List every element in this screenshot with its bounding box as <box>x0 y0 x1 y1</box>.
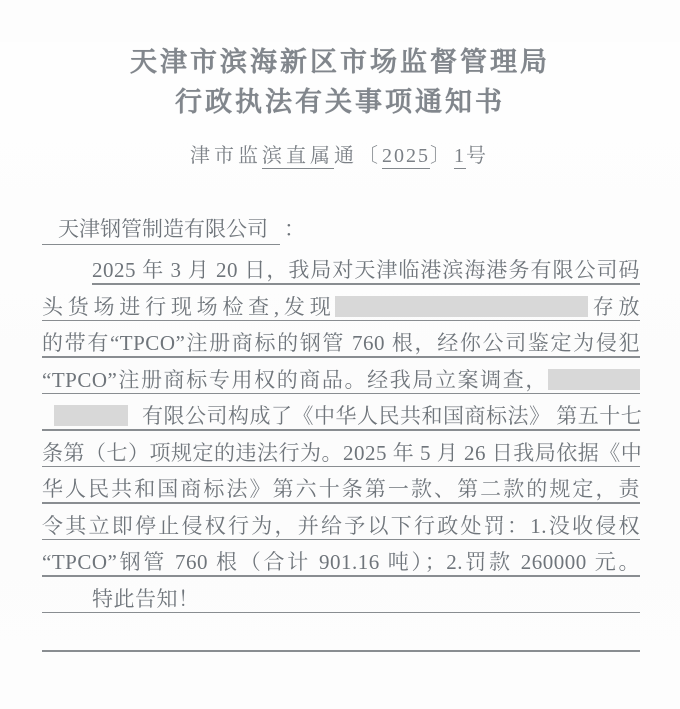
doc-number-office: 滨直属 <box>262 145 334 167</box>
body-line: 华人民共和国商标法》第六十条第一款、第二款的规定，责 <box>42 467 640 504</box>
doc-number-mid: 通〔 <box>334 145 382 167</box>
doc-number-year: 2025 <box>382 145 430 167</box>
body-line-text: 有限公司构成了《中华人民共和国商标法》 第五十七 <box>142 404 643 428</box>
redaction-box <box>54 405 128 426</box>
doc-number-close-bracket: 〕 <box>430 145 454 167</box>
body-line <box>42 394 643 431</box>
doc-number-suffix: 号 <box>466 145 490 167</box>
notice-document <box>0 42 680 709</box>
document-number <box>0 143 680 169</box>
notice-body <box>42 248 643 652</box>
body-line: “TPCO”钢管 760 根（合计 901.16 吨）；2.罚款 260000 元。 <box>42 540 640 577</box>
document-title-line2: 行政执法有关事项通知书 <box>175 87 505 117</box>
document-title-line1: 天津市滨海新区市场监督管理局 <box>130 47 550 77</box>
body-line: 令其立即停止侵权行为，并给予以下行政处罚：1.没收侵权 <box>42 504 640 541</box>
addressee-company: 天津钢管制造有限公司 <box>42 216 280 245</box>
addressee-colon: ： <box>284 217 305 241</box>
doc-number-prefix: 津市监 <box>190 145 262 167</box>
body-line-text: 存放 <box>588 294 641 319</box>
document-title <box>0 42 680 122</box>
redaction-box <box>335 296 588 317</box>
body-line: 的带有“TPCO”注册商标的钢管 760 根，经你公司鉴定为侵犯 <box>42 321 640 358</box>
body-line-text: “TPCO”注册商标专用权的商品。经我局立案调查， <box>42 367 548 392</box>
body-line: 条第（七）项规定的违法行为。2025 年 5 月 26 日我局依据《中 <box>42 431 640 468</box>
body-line-text: 头货场进行现场检查,发现 <box>42 294 336 319</box>
body-line <box>42 358 640 395</box>
addressee-line <box>42 216 640 245</box>
doc-number-serial: 1 <box>454 145 466 167</box>
empty-ruled-line <box>42 613 640 652</box>
body-line <box>42 285 640 322</box>
body-line: 2025 年 3 月 20 日，我局对天津临港滨海港务有限公司码 <box>42 248 640 285</box>
redaction-box <box>548 369 640 390</box>
closing-line: 特此告知！ <box>42 577 640 614</box>
